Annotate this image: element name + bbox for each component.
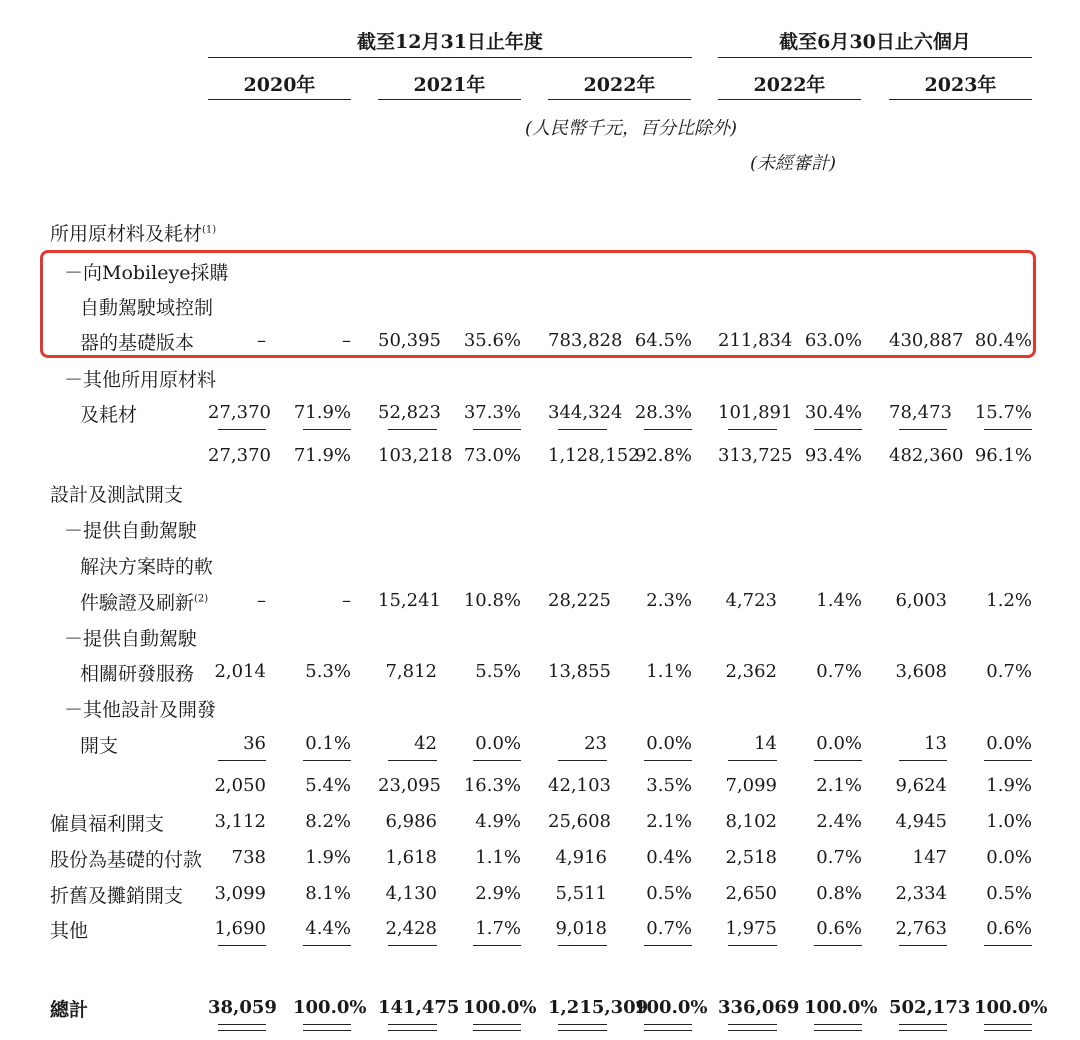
percent-cell: 100.0% [974,997,1048,1018]
value-cell: 6,003 [895,590,947,611]
percent-cell: 5.3% [305,661,351,682]
value-cell: 482,360 [889,445,964,466]
subtotal-rule [218,429,266,430]
subtotal-rule [814,429,862,430]
value-cell: 2,362 [725,661,777,682]
percent-cell: – [342,330,351,351]
percent-cell: 1.7% [475,918,521,939]
subtotal-rule [558,945,607,946]
percent-cell: 5.4% [305,775,351,796]
label-total: 總計 [50,999,89,1021]
group-header-annual: 截至12月31日止年度 [357,31,543,53]
value-cell: 23 [584,733,607,754]
value-cell: 1,618 [385,847,437,868]
value-cell: 7,812 [385,661,437,682]
label-others: 其他 [50,920,89,942]
percent-cell: 0.7% [986,661,1032,682]
percent-cell: 1.1% [646,661,692,682]
value-cell: 344,324 [548,402,623,423]
double-rule [728,1024,777,1031]
percent-cell: 2.1% [646,811,692,832]
year-header-2020: 2020年 [243,74,316,96]
unit-note: (人民幣千元，百分比除外) [525,118,738,139]
year-rule [378,99,521,100]
value-cell: 783,828 [548,330,623,351]
percent-cell: 100.0% [634,997,708,1018]
percent-cell: 0.0% [475,733,521,754]
percent-cell: 1.1% [475,847,521,868]
percent-cell: 37.3% [463,402,521,423]
double-rule [303,1024,351,1031]
percent-cell: 2.1% [816,775,862,796]
value-cell: 147 [912,847,947,868]
percent-cell: 0.8% [816,883,862,904]
double-rule [388,1024,437,1031]
year-rule [548,99,691,100]
value-cell: 78,473 [889,402,952,423]
label-raw-materials: 所用原材料及耗材$^{(1)}$ [50,223,217,245]
label-staff: 僱員福利開支 [50,813,165,835]
subtotal-rule [644,760,692,761]
value-cell: 1,128,152 [548,445,640,466]
value-cell: 2,428 [385,918,437,939]
value-cell: 4,916 [555,847,607,868]
value-cell: 3,608 [895,661,947,682]
percent-cell: 80.4% [974,330,1032,351]
label-other-raw-2: 及耗材 [80,404,138,426]
label-other-raw-1: －其他所用原材料 [64,369,217,391]
label-design: 設計及測試開支 [50,484,184,506]
year-rule [718,99,861,100]
double-rule [218,1024,266,1031]
value-cell: 36 [243,733,266,754]
value-cell: 313,725 [718,445,793,466]
percent-cell: 100.0% [804,997,878,1018]
percent-cell: 2.4% [816,811,862,832]
label-sw-1: －提供自動駕駛 [64,520,198,542]
percent-cell: 28.3% [634,402,692,423]
percent-cell: 71.9% [293,402,351,423]
label-depr: 折舊及攤銷開支 [50,885,184,907]
percent-cell: 0.5% [986,883,1032,904]
value-cell: – [257,330,266,351]
percent-cell: 4.9% [475,811,521,832]
label-sw-2: 解決方案時的軟 [80,556,214,578]
group-header-halfyear: 截至6月30日止六個月 [779,31,971,53]
percent-cell: 0.7% [646,918,692,939]
value-cell: 9,018 [555,918,607,939]
subtotal-rule [728,429,777,430]
value-cell: 27,370 [208,402,271,423]
percent-cell: 0.4% [646,847,692,868]
percent-cell: 10.8% [463,590,521,611]
subtotal-rule [303,760,351,761]
value-cell: 42,103 [548,775,611,796]
value-cell: 2,518 [725,847,777,868]
value-cell: 50,395 [378,330,441,351]
percent-cell: 73.0% [463,445,521,466]
subtotal-rule [899,760,947,761]
value-cell: 3,112 [214,811,266,832]
value-cell: 1,215,309 [548,997,649,1018]
group-rule-halfyear [718,57,1032,58]
double-rule [899,1024,947,1031]
percent-cell: 0.0% [646,733,692,754]
subtotal-rule [984,760,1032,761]
value-cell: 2,334 [895,883,947,904]
group-rule-annual [208,57,692,58]
double-rule [558,1024,607,1031]
year-rule [208,99,351,100]
subtotal-rule [303,429,351,430]
subtotal-rule [644,429,692,430]
percent-cell: 0.7% [816,661,862,682]
percent-cell: 0.0% [986,733,1032,754]
subtotal-rule [218,760,266,761]
percent-cell: 0.6% [816,918,862,939]
percent-cell: 96.1% [974,445,1032,466]
subtotal-rule [728,945,777,946]
value-cell: 211,834 [718,330,793,351]
value-cell: 27,370 [208,445,271,466]
label-share: 股份為基礎的付款 [50,849,203,871]
value-cell: 2,050 [214,775,266,796]
percent-cell: 8.2% [305,811,351,832]
subtotal-rule [388,945,437,946]
subtotal-rule [984,429,1032,430]
percent-cell: 71.9% [293,445,351,466]
label-other-design-1: －其他設計及開發 [64,699,217,721]
value-cell: 4,723 [725,590,777,611]
year-header-2022-h1: 2022年 [753,74,826,96]
double-rule [984,1024,1032,1031]
value-cell: 430,887 [889,330,964,351]
subtotal-rule [899,945,947,946]
value-cell: 8,102 [725,811,777,832]
subtotal-rule [473,760,521,761]
percent-cell: 92.8% [634,445,692,466]
percent-cell: 93.4% [804,445,862,466]
value-cell: – [257,590,266,611]
percent-cell: 5.5% [475,661,521,682]
percent-cell: 0.5% [646,883,692,904]
label-rd-1: －提供自動駕駛 [64,628,198,650]
label-mobileye-3: 器的基礎版本 [80,332,195,354]
percent-cell: 0.6% [986,918,1032,939]
value-cell: 52,823 [378,402,441,423]
percent-cell: 15.7% [974,402,1032,423]
value-cell: 141,475 [378,997,460,1018]
percent-cell: 2.3% [646,590,692,611]
value-cell: 15,241 [378,590,441,611]
subtotal-rule [473,945,521,946]
unaudited-note: (未經審計) [750,153,837,174]
value-cell: 101,891 [718,402,793,423]
year-header-2023-h1: 2023年 [924,74,997,96]
percent-cell: 0.7% [816,847,862,868]
subtotal-rule [388,429,437,430]
subtotal-rule [558,760,607,761]
subtotal-rule [814,760,862,761]
percent-cell: 2.9% [475,883,521,904]
year-header-2022: 2022年 [583,74,656,96]
value-cell: 5,511 [555,883,607,904]
value-cell: 2,014 [214,661,266,682]
percent-cell: 1.2% [986,590,1032,611]
value-cell: 25,608 [548,811,611,832]
subtotal-rule [728,760,777,761]
label-mobileye-2: 自動駕駛域控制 [80,297,214,319]
value-cell: 2,650 [725,883,777,904]
value-cell: 7,099 [725,775,777,796]
subtotal-rule [984,945,1032,946]
subtotal-rule [644,945,692,946]
double-rule [814,1024,862,1031]
subtotal-rule [473,429,521,430]
percent-cell: 64.5% [634,330,692,351]
year-header-2021: 2021年 [413,74,486,96]
value-cell: 738 [231,847,266,868]
percent-cell: 35.6% [463,330,521,351]
subtotal-rule [558,429,607,430]
percent-cell: 0.0% [816,733,862,754]
value-cell: 28,225 [548,590,611,611]
value-cell: 2,763 [895,918,947,939]
percent-cell: 100.0% [463,997,537,1018]
percent-cell: 4.4% [305,918,351,939]
percent-cell: 30.4% [804,402,862,423]
subtotal-rule [388,760,437,761]
percent-cell: 0.0% [986,847,1032,868]
value-cell: 1,690 [214,918,266,939]
subtotal-rule [814,945,862,946]
value-cell: 4,945 [895,811,947,832]
value-cell: 23,095 [378,775,441,796]
value-cell: 9,624 [895,775,947,796]
value-cell: 336,069 [718,997,800,1018]
percent-cell: 1.0% [986,811,1032,832]
value-cell: 13 [924,733,947,754]
label-rd-2: 相關研發服務 [80,663,195,685]
percent-cell: 1.4% [816,590,862,611]
percent-cell: 16.3% [463,775,521,796]
percent-cell: 3.5% [646,775,692,796]
percent-cell: 1.9% [986,775,1032,796]
label-mobileye-1: －向Mobileye採購 [64,262,229,284]
percent-cell: 1.9% [305,847,351,868]
subtotal-rule [303,945,351,946]
value-cell: 38,059 [208,997,277,1018]
value-cell: 1,975 [725,918,777,939]
label-other-design-2: 開支 [80,735,119,757]
label-sw-3: 件驗證及刷新$^{(2)}$ [80,592,209,614]
percent-cell: 0.1% [305,733,351,754]
double-rule [644,1024,692,1031]
value-cell: 502,173 [889,997,971,1018]
value-cell: 6,986 [385,811,437,832]
value-cell: 13,855 [548,661,611,682]
value-cell: 3,099 [214,883,266,904]
value-cell: 103,218 [378,445,453,466]
double-rule [473,1024,521,1031]
percent-cell: 8.1% [305,883,351,904]
value-cell: 4,130 [385,883,437,904]
year-rule [889,99,1032,100]
percent-cell: 100.0% [293,997,367,1018]
value-cell: 14 [754,733,777,754]
percent-cell: – [342,590,351,611]
subtotal-rule [899,429,947,430]
percent-cell: 63.0% [804,330,862,351]
subtotal-rule [218,945,266,946]
value-cell: 42 [414,733,437,754]
